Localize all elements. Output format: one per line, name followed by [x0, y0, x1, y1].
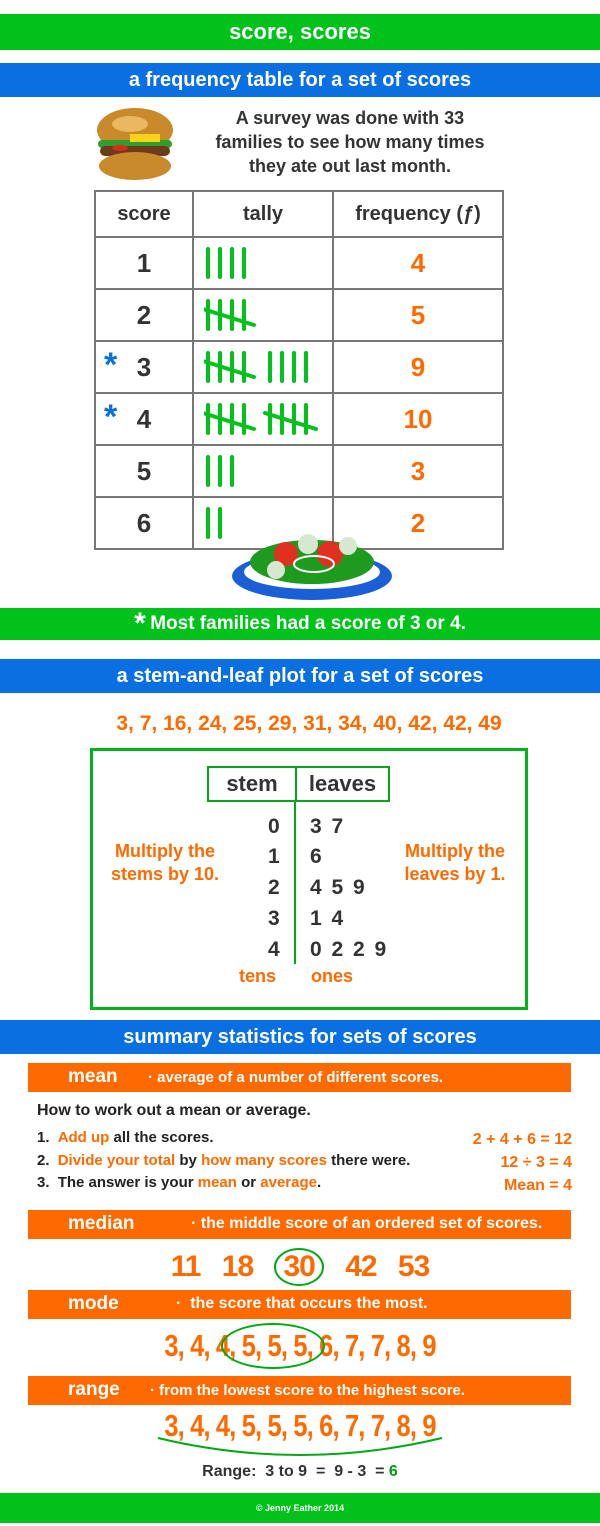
stem-leaf-section-title: a stem-and-leaf plot for a set of scores [116, 665, 484, 687]
tally-marks [204, 241, 332, 281]
summary-section-title: summary statistics for sets of scores [123, 1026, 477, 1048]
step-highlight: average [260, 1174, 317, 1191]
score-cell [95, 445, 193, 497]
salad-illustration [228, 524, 396, 602]
range-result-value: 6 [388, 1463, 398, 1480]
leaves-value: 6 [310, 845, 324, 868]
frequency-cell: 2 [333, 497, 503, 549]
survey-description-line-1: A survey was done with 33 [235, 108, 465, 128]
median-label: median [68, 1213, 135, 1234]
score-value: 2 [136, 299, 152, 330]
page-title: score, scores [229, 19, 371, 44]
mean-example [420, 1128, 572, 1197]
step-text: there were. [326, 1152, 411, 1169]
stems-note-line-2: stems by 10. [110, 864, 220, 884]
tally-marks [204, 293, 332, 333]
page-title-bar [0, 14, 600, 50]
range-sequence: 3, 4, 4, 5, 5, 5, 6, 7, 7, 8, 9 [164, 1408, 436, 1443]
table-row [95, 393, 503, 445]
step-highlight: mean [197, 1174, 237, 1191]
summary-section-title-bar [0, 1020, 600, 1054]
mode-sequence: 3, 4, 4, 5, 5, 5, 6, 7, 7, 8, 9 [164, 1328, 436, 1363]
table-row [95, 341, 503, 393]
mean-bar [28, 1063, 571, 1092]
score-value: 3 [136, 351, 152, 382]
stem-leaf-row [310, 938, 388, 962]
stem-value: 0 [268, 815, 282, 838]
step-highlight: how many scores [201, 1152, 327, 1169]
median-value: 18 [221, 1250, 254, 1283]
score-value: 1 [136, 247, 152, 278]
stem-leaf-row [268, 907, 282, 931]
range-label: range [68, 1379, 120, 1400]
footer-bar [0, 1493, 600, 1523]
copyright-text: © Jenny Eather 2014 [255, 1503, 345, 1513]
range-arc [150, 1432, 450, 1462]
mode-highlight-ellipse [221, 1323, 325, 1369]
step-highlight: Add up [57, 1129, 110, 1146]
stem-leaf-header [207, 766, 390, 802]
stem-leaf-divider [294, 802, 296, 964]
tally-cell [193, 445, 333, 497]
table-row [95, 237, 503, 289]
stem-leaf-row [268, 876, 282, 900]
leaves-note [390, 840, 520, 886]
frequency-cell: 4 [333, 237, 503, 289]
survey-description-line-2: families to see how many times [215, 132, 485, 152]
stem-value: 3 [268, 907, 282, 930]
score-cell [95, 289, 193, 341]
star-icon: * [104, 398, 118, 436]
median-values [0, 1248, 600, 1286]
step-text: or [236, 1174, 261, 1191]
step-highlight: Divide your total [57, 1152, 176, 1169]
mean-definition: · average of a number of different scores. [148, 1069, 444, 1086]
ones-label: ones [311, 966, 354, 986]
mean-step-1 [37, 1129, 214, 1146]
range-bar [28, 1376, 571, 1405]
tally-cross-stroke [204, 361, 254, 377]
median-value: 42 [345, 1250, 377, 1283]
range-result [0, 1463, 600, 1481]
tally-marks [204, 345, 332, 385]
score-value: 5 [136, 455, 152, 486]
stem-leaf-row [310, 815, 345, 839]
tally-marks [204, 397, 332, 437]
tally-cell [193, 289, 333, 341]
leaves-note-line-2: leaves by 1. [404, 864, 506, 884]
table-row [95, 445, 503, 497]
mean-howto: How to work out a mean or average. [37, 1102, 311, 1119]
tally-cross-stroke [204, 413, 254, 429]
range-definition: · from the lowest score to the highest score. [150, 1382, 466, 1399]
mean-example-line-2: 12 ÷ 3 = 4 [500, 1154, 572, 1171]
step-number: 3. [37, 1174, 50, 1191]
mean-example-line-3: Mean = 4 [503, 1177, 572, 1194]
frequency-section-title-bar [0, 63, 600, 97]
tally-cell [193, 237, 333, 289]
conclusion-text: Most families had a score of 3 or 4. [150, 613, 466, 634]
leaves-value: 4 5 9 [310, 876, 367, 899]
stems-note [100, 840, 230, 886]
burger-illustration [90, 104, 180, 184]
tally-marks [204, 449, 332, 489]
mean-step-3 [37, 1174, 321, 1191]
mode-bar [28, 1290, 571, 1319]
step-number: 1. [37, 1129, 50, 1146]
tally-cross-stroke [265, 413, 316, 429]
tally-cross-stroke [204, 309, 254, 325]
score-cell [95, 341, 193, 393]
frequency-cell: 10 [333, 393, 503, 445]
frequency-section-title: a frequency table for a set of scores [128, 69, 472, 91]
stem-value: 4 [268, 938, 282, 961]
score-cell [95, 497, 193, 549]
median-bar [28, 1210, 571, 1239]
tally-cell [193, 341, 333, 393]
median-value: 53 [397, 1250, 430, 1283]
stem-leaf-section-title-bar [0, 659, 600, 693]
stem-leaf-row [268, 815, 282, 839]
tens-label: tens [239, 966, 277, 986]
column-header-frequency: frequency (ƒ) [333, 191, 503, 237]
stem-leaf-row [310, 907, 345, 931]
step-text: . [316, 1174, 322, 1191]
survey-description-line-3: they ate out last month. [248, 156, 452, 176]
frequency-table [94, 190, 504, 550]
mode-definition: · the score that occurs the most. [176, 1295, 428, 1312]
median-definition: · the middle score of an ordered set of scores. [191, 1215, 543, 1232]
stem-leaf-row [268, 938, 282, 962]
star-icon: * [104, 346, 118, 384]
stem-value: 1 [268, 845, 282, 868]
step-text: The answer is your [57, 1174, 198, 1191]
mean-example-line-1: 2 + 4 + 6 = 12 [472, 1131, 572, 1148]
median-middle-value: 30 [274, 1248, 323, 1286]
score-value: 6 [136, 507, 152, 538]
frequency-cell: 9 [333, 341, 503, 393]
score-cell [95, 237, 193, 289]
mean-label: mean [68, 1066, 118, 1087]
survey-description [190, 106, 510, 178]
step-text: by [175, 1152, 202, 1169]
frequency-cell: 3 [333, 445, 503, 497]
table-row [95, 289, 503, 341]
median-value: 11 [170, 1250, 201, 1283]
column-header-score: score [95, 191, 193, 237]
score-value: 4 [136, 403, 152, 434]
column-header-tally: tally [193, 191, 333, 237]
frequency-table-header [95, 191, 503, 237]
score-cell [95, 393, 193, 445]
mean-step-2 [37, 1152, 410, 1169]
stem-leaf-row [310, 876, 367, 900]
stem-value: 2 [268, 876, 282, 899]
leaves-value: 0 2 2 9 [310, 938, 389, 961]
leaves-header: leaves [308, 771, 377, 796]
stem-leaf-data-line: 3, 7, 16, 24, 25, 29, 31, 34, 40, 42, 42, 49 [116, 712, 502, 735]
mode-label: mode [68, 1293, 119, 1314]
stem-leaf-row [268, 845, 282, 869]
leaves-note-line-1: Multiply the [405, 841, 505, 861]
star-icon: * [134, 607, 146, 640]
stem-leaf-row [310, 845, 324, 869]
conclusion-bar [0, 608, 600, 640]
tally-cell [193, 393, 333, 445]
leaves-value: 3 7 [310, 815, 346, 838]
leaves-value: 1 4 [310, 907, 346, 930]
frequency-cell: 5 [333, 289, 503, 341]
step-text: all the scores. [109, 1129, 214, 1146]
step-number: 2. [37, 1152, 50, 1169]
stem-header: stem [209, 768, 297, 800]
range-result-text: Range: 3 to 9 = 9 - 3 = [202, 1463, 389, 1480]
stems-note-line-1: Multiply the [115, 841, 215, 861]
